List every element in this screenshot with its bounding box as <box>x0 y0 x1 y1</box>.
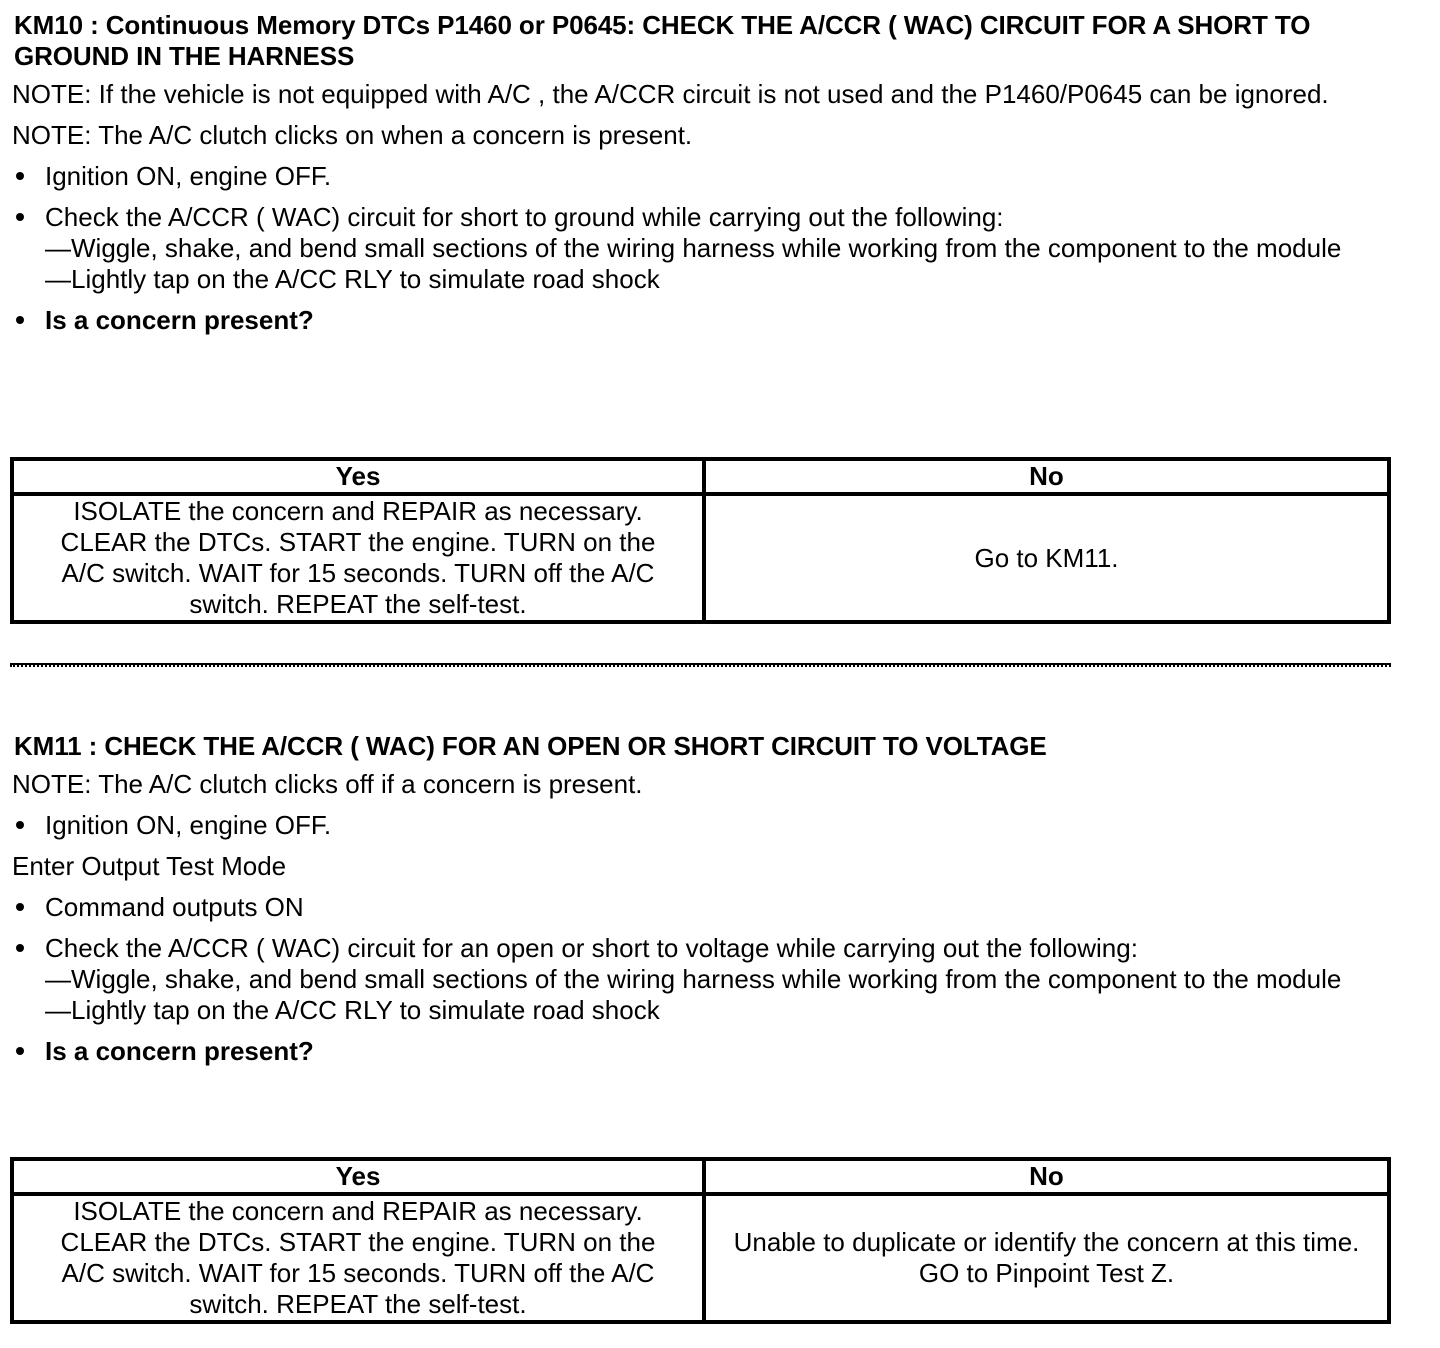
yes-no-table-km11 <box>10 1157 1391 1324</box>
step-km10 <box>12 10 1392 346</box>
step-heading: KM11 : CHECK THE A/CCR ( WAC) FOR AN OPEN OR SHORT CIRCUIT TO VOLTAGE <box>14 731 1047 761</box>
mode-line: Enter Output Test Mode <box>12 851 287 881</box>
bullet-check-circuit <box>12 202 1392 295</box>
bullet-check-circuit <box>12 933 1392 1026</box>
no-header: No <box>704 1159 1389 1194</box>
note-not-equipped: NOTE: If the vehicle is not equipped with A/C , the A/CCR circuit is not used and the P1460/P0645 can be ignored. <box>12 79 1329 109</box>
note-clutch-clicks-on: NOTE: The A/C clutch clicks on when a concern is present. <box>12 120 693 150</box>
bullet-question: Is a concern present? <box>12 305 1392 336</box>
sub-step-tap: —Lightly tap on the A/CC RLY to simulate road shock <box>45 995 660 1025</box>
yes-header: Yes <box>12 1159 704 1194</box>
no-action: Go to KM11. <box>704 494 1389 622</box>
step-heading: KM10 : Continuous Memory DTCs P1460 or P0645: CHECK THE A/CCR ( WAC) CIRCUIT FOR A SHORT TO GROUND IN THE HARNESS <box>14 10 1311 71</box>
sub-step-tap: —Lightly tap on the A/CC RLY to simulate road shock <box>45 264 660 294</box>
bullet-ignition: Ignition ON, engine OFF. <box>12 810 1392 841</box>
no-header: No <box>704 459 1389 494</box>
yes-action: ISOLATE the concern and REPAIR as necessary. CLEAR the DTCs. START the engine. TURN on the A/C switch. WAIT for 15 seconds. TURN off the A/C switch. REPEAT the self-test. <box>12 1194 704 1322</box>
yes-header: Yes <box>12 459 704 494</box>
note-clutch-clicks-off: NOTE: The A/C clutch clicks off if a concern is present. <box>12 769 643 799</box>
sub-step-wiggle: —Wiggle, shake, and bend small sections of the wiring harness while working from the component to the module <box>45 964 1342 994</box>
yes-no-table-km10 <box>10 457 1391 624</box>
yes-action: ISOLATE the concern and REPAIR as necessary. CLEAR the DTCs. START the engine. TURN on the A/C switch. WAIT for 15 seconds. TURN off the A/C switch. REPEAT the self-test. <box>12 494 704 622</box>
no-action: Unable to duplicate or identify the concern at this time. GO to Pinpoint Test Z. <box>704 1194 1389 1322</box>
check-circuit-text: Check the A/CCR ( WAC) circuit for an open or short to voltage while carrying out the following: <box>45 933 1138 963</box>
check-circuit-text: Check the A/CCR ( WAC) circuit for short to ground while carrying out the following: <box>45 202 1004 232</box>
bullet-command-outputs: Command outputs ON <box>12 892 1392 923</box>
sub-step-wiggle: —Wiggle, shake, and bend small sections of the wiring harness while working from the component to the module <box>45 233 1342 263</box>
step-km11 <box>12 731 1392 1077</box>
bullet-question: Is a concern present? <box>12 1036 1392 1067</box>
bullet-ignition: Ignition ON, engine OFF. <box>12 161 1392 192</box>
section-divider <box>10 663 1391 667</box>
